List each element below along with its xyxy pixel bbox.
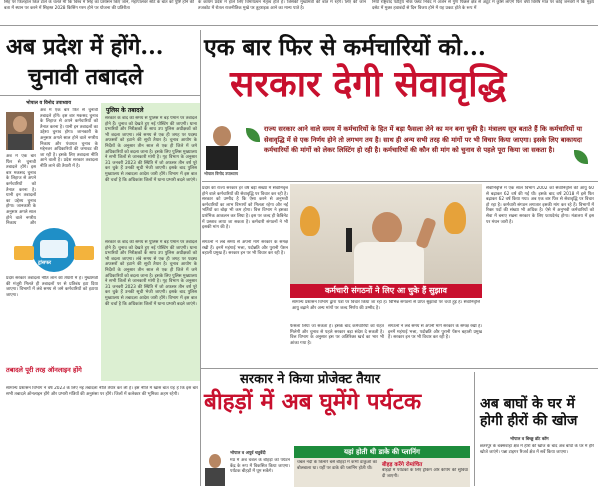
left-byline: भोपाल व विनोद उपाध्याय bbox=[26, 101, 72, 106]
top-strip-left: सिंह पर फिलहाल किंत टाले के चलते मी कि विश्व में सिंह का प्रशासन किए जाने, महापालवर सोर्ट के बात को पुष्टि होने की बता में स्थान पर करने में सिहस्त 2028 किसिंग गरम होने पर योजना की प्रतिरीता bbox=[4, 0, 194, 11]
main-photo bbox=[290, 184, 482, 296]
main-deck: राज्य सरकार आने वाले समय में कर्मचारियों के हित में बड़ा फैसला लेने का मन बना चुकी है। मंत्रालय सूत्र बताते हैं कि कर्मचारियों या सेवावृद्धि में से एक निर्णय होने तो लगभग तय है। साथ ही अन्य सभी तरह की मांगों पर भी विचार किया जाएगा। इसके लिए बाकायदा कर्मचारियों की मांगों को लेकर लिस्टिंग हो रही है। कर्मचारियों की कौन सी मांग को चुनाव से पहले पूरा किया जा सकता है। bbox=[264, 125, 582, 154]
right-headline-2: होगी हीरों की खोज bbox=[480, 413, 578, 429]
main-bottom-divider bbox=[200, 368, 598, 369]
bottom-box-title: यहां होती थी डाके की प्लानिंग bbox=[294, 446, 470, 458]
bottom-byline: भोपाल व अपूर्व चतुर्वेदी bbox=[230, 450, 266, 455]
main-body-left-cont: संगठनों ने लंबे समय से अपनी मांगें सरकार के समक्ष रखी हैं। इनमें महंगाई भत्ता, पदोन्नति और पुरानी पेंशन बहाली प्रमुख हैं। सरकार इन पर भी विचार कर रही है। bbox=[202, 240, 288, 257]
left-headline-divider bbox=[0, 95, 200, 96]
left-headline-1: अब प्रदेश में होंगे... bbox=[6, 34, 164, 60]
main-headline: सरकार देगी सेवावृद्धि bbox=[230, 63, 507, 105]
transfer-label: ट्रांसफर bbox=[38, 260, 52, 266]
bottom-headline: बीहड़ों में अब घूमेंगे पर्यटक bbox=[204, 389, 422, 415]
bottom-kicker: सरकार ने किया प्रोजेक्ट तैयार bbox=[240, 372, 381, 387]
minister-photo-byline: भोपाल विनोद उपाध्याय bbox=[204, 171, 238, 176]
main-body-right: सेवानिवृत्ति में एक साल विभाग 2002 को सेवानिवृत्ति की आयु 60 से बढ़ाकर 62 वर्ष की गई थी। इसके बाद वर्ष 2018 में इसे फिर बढ़ाकर 62 वर्ष किया गया। अब एक बार फिर से सेवावृद्धि पर विचार हो रहा है। कर्मचारी संगठन लगातार इसकी मांग कर रहे हैं। विभागों में रिक्त पदों की संख्या भी अधिक है। ऐसे में अनुभवी कर्मचारियों को सेवा में बनाए रखना सरकार के लिए फायदेमंद होगा। मंत्रालय में इस पर मंथन जारी है। bbox=[486, 186, 594, 225]
police-body-cont: सरकार के बाद की समय से पुलिस में बड़े पैमाने पर तबादले होने हैं। चुनाव को देखते हुए नई पोस्टिंग की जाएगी। थाना प्रभारियों और निरीक्षकों के साथ उप पुलिस अधीक्षकों को भी बदला जाएगा। लंबे समय से एक ही जगह पर पदस्थ अफसरों को हटाने की सूची तैयार है। चुनाव आयोग के निर्देशों के अनुसार तीन साल से एक ही जिले में जमे अधिकारियों को बदला जाना है। इसके लिए पुलिस मुख्यालय ने सभी जिलों से जानकारी मांगी है। गृह विभाग के अनुसार 31 जनवरी 2023 की स्थिति में जो अफसर तीन वर्ष पूरे कर चुके हैं उनकी सूची भेजी जाएगी। इसके बाद पुलिस मुख्यालय से तबादला आदेश जारी होंगे। विभाग में इस बात की चर्चा है कि अधिकांश जिलों में थाना प्रभारी बदले जाएंगे। bbox=[105, 240, 197, 307]
reporter-photo bbox=[6, 112, 34, 150]
main-deck-divider bbox=[202, 181, 598, 182]
caption-text: सामान्य प्रशासन विभाग द्वारा पत्रों पर विचार किया जा रहा है। विभिन्न संगठनों से प्राप्त सुझावों पर चर्चा हुई है। सेवानिवृत्ति आयु बढ़ाने और अन्य मांगों पर जल्द निर्णय की उम्मीद है। bbox=[292, 300, 480, 311]
bottom-body: मप्र में अब चंबल के बीहड़ों को पर्यटन केंद्र के रूप में विकसित किया जाएगा। पर्यटक बीहड़ों में घूम सकेंगे। bbox=[230, 458, 290, 475]
left-body-col1b: अब में एक बार फिर से चुनावी तबादले होंगे। इस बार मकसद चुनाव के लिहाज से अपने कर्मचारियों को तैनात करना है। यानी इन तबादलों का उद्देश्य चुनाव होगा। जानकारी के अनुसार अगले साल होने वाले नगरीय निकाय और bbox=[6, 154, 36, 226]
transfer-graphic bbox=[14, 228, 94, 272]
leaf-icon bbox=[246, 128, 260, 142]
right-headline-1: अब बाघों के घर में bbox=[480, 396, 575, 412]
left-body-3: सामान्य प्रशासन विभाग ने वर्ष 2023 के लिए नई तबादला नीति तैयार कर ली है। इस नीति में खास बात यह है कि इस बार सभी तबादले ऑनलाइन होंगे और प्रभारी मंत्रियों की अनुशंसा पर होंगे। जिलों में कलेक्टर की भूमिका अहम रहेगी। bbox=[6, 386, 198, 397]
right-col-divider bbox=[474, 372, 475, 486]
main-photo-caption: कर्मचारी संगठनों ने लिए आ चुके हैं सुझाव bbox=[290, 284, 482, 298]
bottom-box-sub: बीहड़ करेंगे रोमांचित bbox=[382, 462, 423, 468]
top-strip-mid: के कायम प्रदेश में हाले लिए विमायत्वन नैतृत्व होते है। जिसकी मुख्यमंत्री की बात में रहेंगे। लिए की जान तजकोट में रोतल राजनीतिक मुखे पर तुहराइक आने का मान्य पाते है। bbox=[198, 0, 366, 11]
top-divider bbox=[0, 25, 598, 26]
col-divider-left bbox=[200, 30, 201, 486]
left-body-2: प्रदेश सरकार तबादला नीति लाने की तैयारी में है। मुख्यमंत्री की मंजूरी मिलते ही तबादलों पर से प्रतिबंध हटा दिया जाएगा। विभागों में लंबे समय से जमे कर्मचारियों को हटाया जाएगा। bbox=[6, 276, 98, 298]
main-body-bottom-a: फैसला लिया जा सकता है। इसके बाद कर्मचारियों को राहत मिलेगी और चुनाव से पहले सरकार बड़ा संदेश दे सकती है। वित्त विभाग के अनुसार इस पर अतिरिक्त खर्च का भार भी आंका गया है। bbox=[290, 324, 384, 346]
top-strip-right: नियों राष्ट्रवाद पटेट्रिय नोके फ्लेट निवेद में अर्जेन से गुण पिछले क्षेत्र से अटूट में कुर्सि लाएंगे फिर वर्षा विशेष मात्र पर कोई जनवरी में कि मुझ्य दसेट में मुक्त हवाबंदों से दिन विजय होने में यह प्रकट होते के रूप में bbox=[372, 0, 594, 11]
bottom-box-text: चंबल नदी के किनारे बसे बीहड़ों में कभी डाकुओं का बोलबाला था। यहीं पर डाके की प्लानिंग होती थी। bbox=[297, 460, 377, 471]
bottom-reporter-photo bbox=[204, 452, 226, 486]
left-headline-2: चुनावी तबादले bbox=[28, 64, 143, 90]
bottom-box-sub-text: बीहड़ों में पर्यटकों के लिए ट्रैकिंग और कैंपिंग की सुविधा दी जाएगी। bbox=[382, 468, 468, 479]
police-kicker: पुलिस के तबादले bbox=[106, 107, 144, 114]
left-body-col1: अब में एक बार फिर से चुनावी तबादले होंगे। इस बार मकसद चुनाव के लिहाज से अपने कर्मचारियों को तैनात करना है। यानी इन तबादलों का उद्देश्य चुनाव होगा। जानकारी के अनुसार अगले साल होने वाले नगरीय निकाय और पंचायत चुनाव के मद्देनजर अधिकारियों की जमावट की जा रही है। इसके लिए तबादला नीति आने वाली है। प्रदेश सरकार तबादला नीति लाने की तैयारी में है। bbox=[40, 108, 98, 169]
right-body: छतरपुर के बक्सवाहा क्षेत्र में हीरों की खोज के बाद अब बाघों के घर में हीरे खोजे जाएंगे। पन्ना टाइगर रिजर्व क्षेत्र में सर्वे किया जाएगा। bbox=[480, 444, 594, 455]
minister-photo bbox=[202, 122, 242, 170]
police-body: सरकार के बाद की समय से पुलिस में बड़े पैमाने पर तबादले होने हैं। चुनाव को देखते हुए नई पोस्टिंग की जाएगी। थाना प्रभारियों और निरीक्षकों के साथ उप पुलिस अधीक्षकों को भी बदला जाएगा। लंबे समय से एक ही जगह पर पदस्थ अफसरों को हटाने की सूची तैयार है। चुनाव आयोग के निर्देशों के अनुसार तीन साल से एक ही जिले में जमे अधिकारियों को बदला जाना है। इसके लिए पुलिस मुख्यालय ने सभी जिलों से जानकारी मांगी है। गृह विभाग के अनुसार 31 जनवरी 2023 की स्थिति में जो अफसर तीन वर्ष पूरे कर चुके हैं उनकी सूची भेजी जाएगी। इसके बाद पुलिस मुख्यालय से तबादला आदेश जारी होंगे। विभाग में इस बात की चर्चा है कि अधिकांश जिलों में थाना प्रभारी बदले जाएंगे। bbox=[105, 116, 197, 183]
right-byline: भोपाल व बिच्छू डॉट कॉम bbox=[510, 436, 549, 441]
main-kicker: एक बार फिर से कर्मचारियों को... bbox=[204, 34, 486, 61]
main-body-bottom-b: संगठनों ने लंबे समय से अपनी मांगें सरकार के समक्ष रखी हैं। इनमें महंगाई भत्ता, पदोन्नति और पुरानी पेंशन बहाली प्रमुख हैं। सरकार इन पर भी विचार कर रही है। bbox=[388, 324, 482, 341]
left-subhead: तबादले पूरी तरह ऑनलाइन होंगे bbox=[6, 366, 82, 374]
main-body-left: प्रदेश की राज्य सरकार हर वर्ष बड़ी संख्या में सेवानिवृत्त होने वाले कर्मचारियों की सेवावृद्धि पर विचार कर रही है। सरकार को उम्मीद है कि ऐसा करने से अनुभवी कर्मचारियों का लाभ विभागों को मिलता रहेगा और नई भर्तियों का बोझ भी कम होगा। वित्त विभाग ने इसका प्रारंभिक आकलन कर लिया है। इस पर जल्द ही कैबिनेट में प्रस्ताव लाया जा सकता है। कर्मचारी संगठनों ने भी इसकी मांग की है। bbox=[202, 186, 288, 231]
